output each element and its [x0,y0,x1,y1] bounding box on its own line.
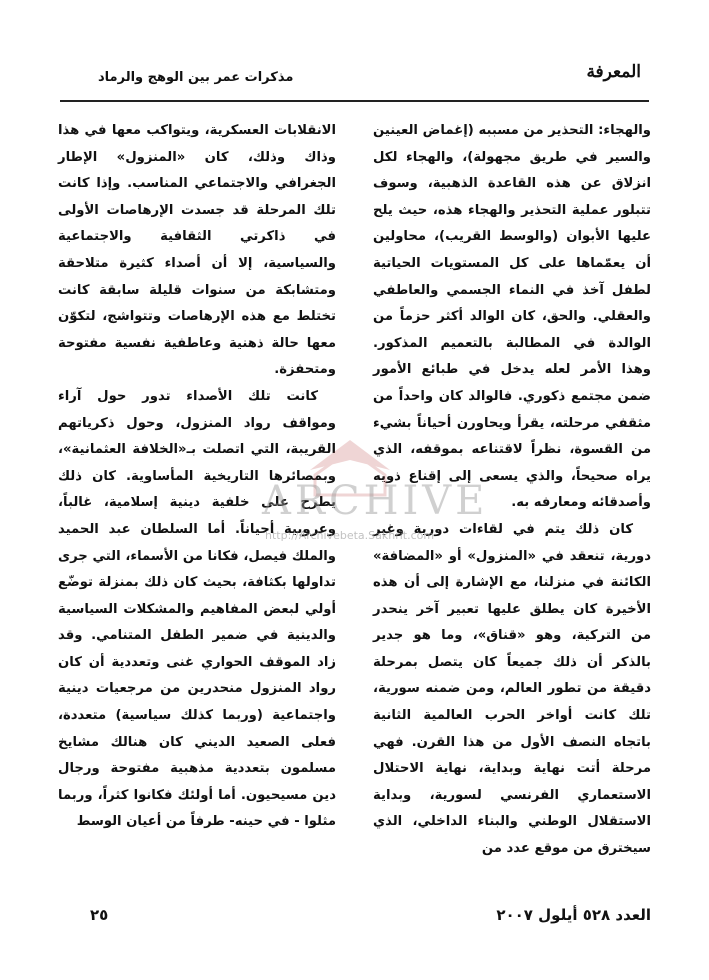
paragraph: كان ذلك يتم في لقاءات دورية وغير دورية، تنعقد في «المنزول» أو «المضافة» الكائنة في منزلنا، مع الإشارة إلى أن هذه الأخيرة كان يطلق عليها تعبير آخر ينحدر من التركية، وهو «قناق»، وما هو جدير بالذكر أن ذلك جميعاً كان يتصل بمرحلة دقيقة من تطور العالم، ومن ضمنه سورية، تلك كانت أواخر الحرب العالمية الثانية باتجاه النصف الأول من هذا القرن. فهي مرحلة أتت نهاية وبداية، نهاية الاحتلال الاستعماري الفرنسي لسورية، وبداية الاستقلال الوطني والبناء الداخلي، الذي سيخترق من موقع عدد من [373,521,651,857]
magazine-logo: المعرفة [586,62,641,82]
paragraph: كانت تلك الأصداء تدور حول آراء ومواقف رواد المنزول، وحول ذكرياتهم القريبة، التي اتصلت بـ«الخلافة العثمانية»، وبمصائرها التاريخية المأساوية. كان ذلك يطرح على خلفية دينية إسلامية، غالباً، وعروبية أحياناً. أما السلطان عبد الحميد والملك فيصل، فكانا من الأسماء، التي جرى تداولها بكثافة، بحيث كان ذلك بمنزلة توضّع أولي لبعض المفاهيم والمشكلات السياسية والدينية في ضمير الطفل المتنامي. وقد زاد الموقف الحواري غنى وتعددية أن كان رواد المنزول منحدرين من مرجعيات دينية واجتماعية (وربما كذلك سياسية) متعددة، فعلى الصعيد الديني كان هنالك مشايخ مسلمون بتعددية مذهبية مفتوحة ورجال دين مسيحيون. أما أولئك فكانوا كثراً، وربما مثلوا - في حينه- طرفاً من أعيان الوسط [58,388,336,830]
watermark-text: ARCHIVE [262,478,489,524]
footer-issue: العدد ٥٢٨ أيلول ٢٠٠٧ [496,906,651,924]
page-number: ٢٥ [90,906,109,924]
series-title: مذكرات عمر بين الوهج والرماد [98,70,294,85]
watermark-url: http://Archivebeta.Sakhrit.com [265,529,435,542]
header-divider [60,100,649,102]
paragraph: والهجاء: التحذير من مسببه (إغماض العينين والسير في طريق مجهولة)، والهجاء لكل انزلاق عن هذه القاعدة الذهبية، وسوف تتبلور عملية التحذير والهجاء هذه، حيث يلح عليها الأبوان (والوسط القريب)، محاولين أن يعمّماها على كل المستويات الحياتية لطفل آخذ في النماء الجسمي والعاطفي والعقلي. والحق، كان الوالد أكثر حزماً من الوالدة في المطالبة بالتعميم المذكور. وهذا الأمر لعله يدخل في طبائع الأمور ضمن مجتمع ذكوري. فالوالد كان واحداً من مثقفي مرحلته، يقرأ ويحاورن أحياناً بشيء من القسوة، نظراً لاقتناعه بموقفه، الذي يراه صحيحاً، والذي يسعى إلى إقناع ذويه وأصدقائه ومعارفه به. [373,123,651,511]
paragraph: الانقلابات العسكرية، ويتواكب معها في هذا وذاك وذلك، كان «المنزول» الإطار الجغرافي والاجتماعي المناسب. وإذا كانت تلك المرحلة قد جسدت الإرهاصات الأولى في ذاكرتي الثقافية والاجتماعية والسياسية، إلا أن أصداء كثيرة متلاحقة ومتشابكة من سنوات قليلة سابقة كانت تختلط مع هذه الإرهاصات وتتواشج، لتكوّن معها حالة ذهنية وعاطفية نفسية مفتوحة ومتحفزة. [58,123,336,378]
